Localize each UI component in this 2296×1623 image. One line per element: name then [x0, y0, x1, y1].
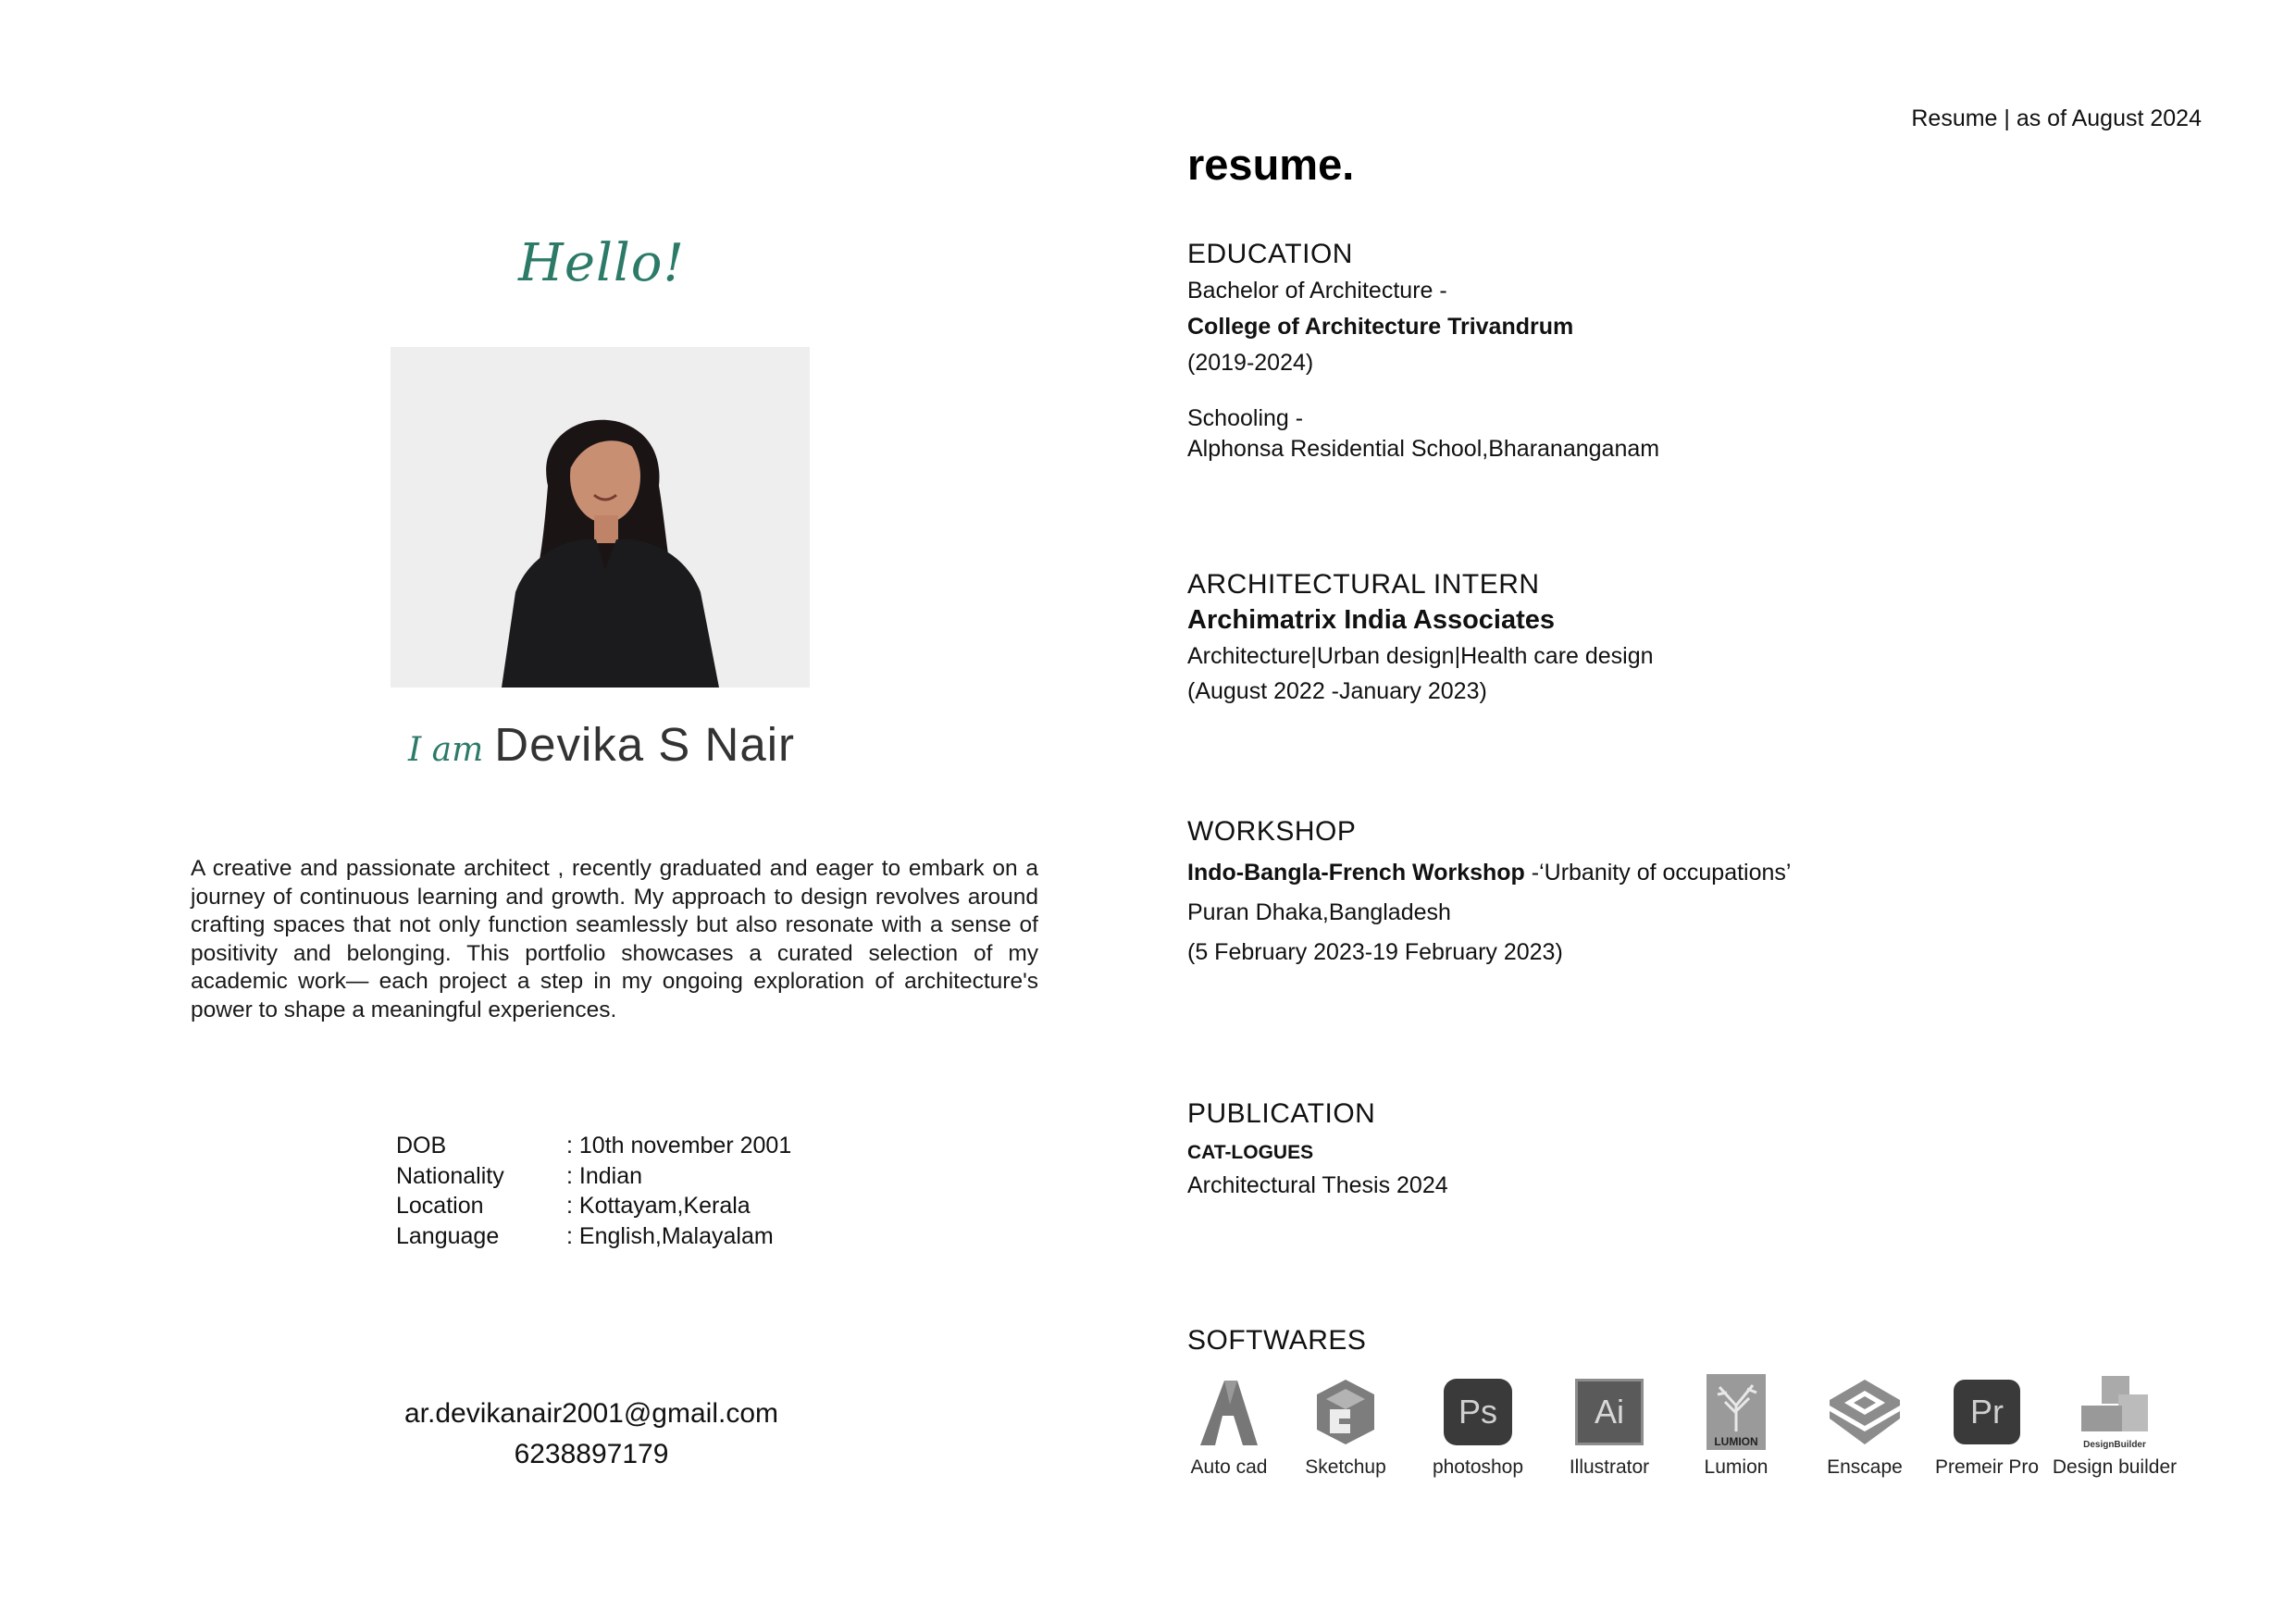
full-name: Devika S Nair: [494, 718, 796, 771]
detail-value: : Kottayam,Kerala: [566, 1193, 751, 1219]
detail-row: [396, 1131, 791, 1161]
software-item: [1175, 1373, 1283, 1479]
software-label: Auto cad: [1190, 1456, 1268, 1478]
workshop-name: Indo-Bangla-French Workshop: [1187, 860, 1525, 886]
software-label: Illustrator: [1569, 1456, 1650, 1478]
publication-desc: Architectural Thesis 2024: [1187, 1172, 1448, 1198]
autocad-icon: [1190, 1373, 1268, 1451]
detail-value: : English,Malayalam: [566, 1222, 774, 1249]
degree-text: Bachelor of Architecture -: [1187, 278, 1447, 304]
photoshop-icon: Ps: [1439, 1373, 1517, 1451]
name-line: [0, 717, 1203, 772]
college-text: College of Architecture Trivandrum: [1187, 314, 1574, 340]
publication-heading: PUBLICATION: [1187, 1098, 1376, 1129]
intro-prefix: I am: [407, 731, 484, 769]
sketchup-icon: [1307, 1373, 1384, 1451]
software-item: [1801, 1373, 1929, 1479]
detail-label: Location: [396, 1193, 484, 1219]
bio-paragraph: A creative and passionate architect , recently graduated and eager to embark on a journey of continuous learning and growth. My approach to design revolves around crafting spaces that not only function seamlessly but also resonate with a sense of positivity and belonging. This portfolio showcases a curated selection of my academic work— each project a step in my ongoing exploration of architecture's power to shape a meaningful experiences.: [191, 856, 1038, 1022]
software-label: photoshop: [1432, 1456, 1524, 1478]
resume-title: resume.: [1187, 140, 1355, 189]
lumion-icon: LUMION: [1697, 1373, 1775, 1451]
software-label: Premeir Pro: [1934, 1456, 2040, 1478]
detail-row: [396, 1191, 791, 1221]
enscape-icon: [1826, 1373, 1904, 1451]
software-label: Sketchup: [1305, 1456, 1386, 1478]
software-item: [1929, 1373, 2045, 1479]
detail-label: DOB: [396, 1133, 447, 1158]
email-text[interactable]: ar.devikanair2001@gmail.com: [404, 1398, 778, 1429]
resume-date-note: Resume | as of August 2024: [1911, 105, 2202, 131]
software-item: [1547, 1373, 1671, 1479]
detail-row: [396, 1161, 791, 1192]
workshop-theme: -‘Urbanity of occupations’: [1524, 860, 1792, 886]
workshop-period: (5 February 2023-19 February 2023): [1187, 939, 1563, 965]
greeting-heading: Hello!: [517, 233, 685, 293]
detail-label: Nationality: [396, 1162, 504, 1189]
detail-row: [396, 1221, 791, 1252]
software-label: Design builder: [2052, 1456, 2178, 1478]
software-item: [1671, 1373, 1801, 1479]
contact-block: [0, 1394, 1183, 1475]
software-label: Enscape: [1827, 1456, 1903, 1478]
internship-fields: Architecture|Urban design|Health care design: [1187, 643, 1654, 669]
software-item: [1409, 1373, 1547, 1479]
detail-value: : Indian: [566, 1162, 643, 1189]
software-list: [1175, 1373, 2184, 1479]
internship-period: (August 2022 -January 2023): [1187, 678, 1487, 704]
software-item: [1283, 1373, 1409, 1479]
company-name: Archimatrix India Associates: [1187, 605, 1556, 635]
premiere-pro-icon: Pr: [1948, 1373, 2026, 1451]
education-heading: EDUCATION: [1187, 239, 1353, 269]
workshop-heading: WORKSHOP: [1187, 816, 1357, 847]
software-item: [2045, 1373, 2184, 1479]
software-label: Lumion: [1704, 1456, 1769, 1478]
detail-label: Language: [396, 1222, 500, 1249]
internship-heading: ARCHITECTURAL INTERN: [1187, 569, 1540, 600]
illustrator-icon: Ai: [1570, 1373, 1648, 1451]
personal-details: [396, 1131, 791, 1251]
designbuilder-icon: DesignBuilder: [2076, 1373, 2153, 1451]
schooling-label: Schooling -: [1187, 405, 1304, 431]
workshop-place: Puran Dhaka,Bangladesh: [1187, 899, 1451, 925]
softwares-heading: SOFTWARES: [1187, 1325, 1367, 1356]
school-text: Alphonsa Residential School,Bharananganam: [1187, 436, 1660, 462]
publication-title: CAT-LOGUES: [1187, 1142, 1314, 1163]
degree-years: (2019-2024): [1187, 350, 1314, 376]
profile-photo: [391, 347, 810, 688]
detail-value: : 10th november 2001: [566, 1133, 792, 1158]
workshop-title-line: [1187, 860, 1791, 886]
phone-text[interactable]: 6238897179: [514, 1439, 669, 1469]
